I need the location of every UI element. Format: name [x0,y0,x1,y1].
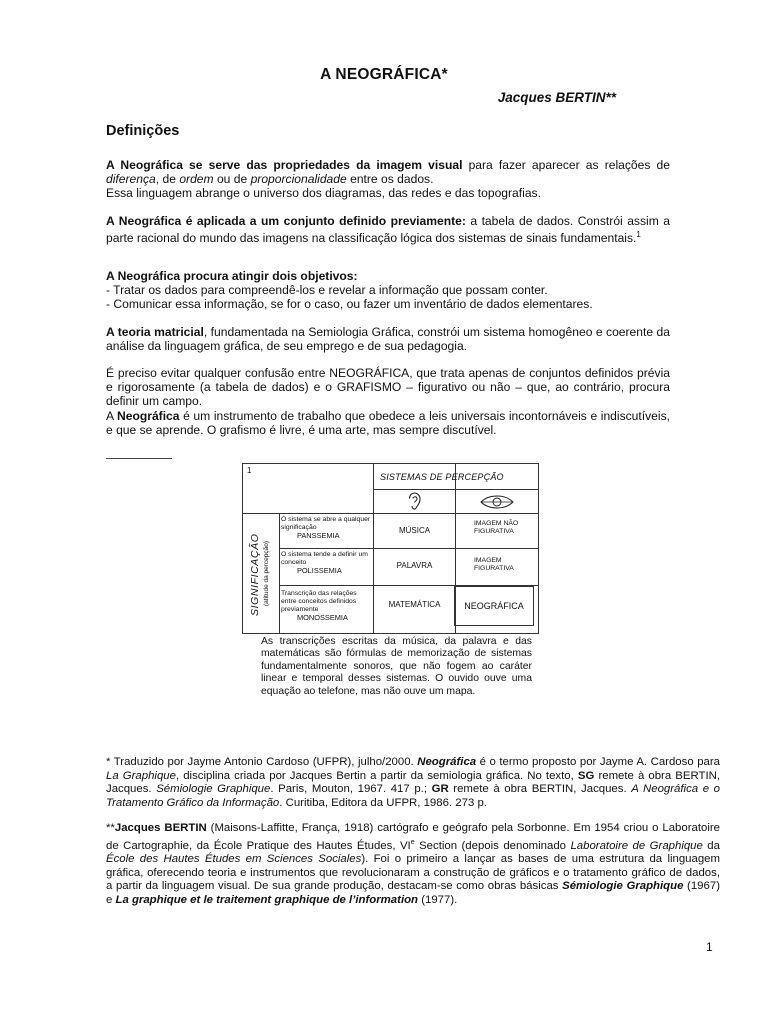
fn1-text-3: , disciplina criada por Jacques Bertin a partir da semiologia gráfica. No texto, [175,769,578,782]
row-3-term: MONOSSEMIA [297,613,348,622]
figure-caption: As transcrições escritas da música, da palavra e das matemáticas são fórmulas de memorização de sistemas fundamentalmente sonoros, que não fogem ao caráter linear e temporal desses sistemas. O ouvido ouve uma equação ao telefone, mas não ouve um mapa. [261,636,532,697]
p2-text: a tabela de dados. Constrói assim a parte racional do mundo das imagens na classificação lógica dos sistemas de sinais fundamentais. [106,214,670,246]
row-1-desc-text: O sistema se abre a qualquer significação [281,516,371,531]
paragraph-2 [106,214,670,245]
row-1-term: PANSSEMIA [297,531,340,540]
fn2-superscript: e [410,838,415,846]
row-2-description [281,551,373,575]
footnote-separator [106,458,172,459]
page-number: 1 [706,940,713,954]
row-2-col-1: PALAVRA [396,561,433,570]
p1-bold: A Neográfica se serve das propriedades da imagem visual [106,158,463,172]
section-heading: Definições [106,123,180,139]
p2-bold: A Neográfica é aplicada a um conjunto definido previamente: [106,214,466,228]
fn2-text-1: ** [106,822,115,834]
p1-line-2: Essa linguagem abrange o universo dos diagramas, das redes e das topografias. [106,186,541,201]
fn1-bold-2: GR [431,783,449,796]
p5-text-2a: A [106,408,117,423]
p1-italic-1: diferença [106,172,156,187]
table-line [279,513,280,633]
fn2-text-5: ). Foi o primeiro a lançar as bases de uma estrutura da linguagem gráfica, oferecendo teoria e instrumentos que revolucionaram a construção de gráficos e o tratamento gráfico de dados, a partir da linguagem visual. De sua grande produção, destacam-se como obras básicas [106,852,720,893]
p5-text-2b: é um instrumento de trabalho que obedece a leis universais incontornáveis e indiscutíveis, e que se aprende. O grafismo é livre, é uma arte, mas sempre discutível. [106,408,670,437]
table-line [243,513,538,514]
fn2-bold: Jacques BERTIN [114,822,207,834]
table-header: SISTEMAS DE PERCEPÇÃO [380,472,504,482]
row-1-col-2: IMAGEM NÃO FIGURATIVA [474,520,519,535]
footnote-2 [106,822,720,907]
fn1-text-1: * Traduzido por Jayme Antonio Cardoso (UFPR), julho/2000. [106,756,418,768]
fn2-text-3: Section (depois denominado [414,839,571,852]
row-2-col-2: IMAGEM FIGURATIVA [474,557,514,572]
p1-text-2: , de [155,172,180,187]
neografica-highlight-cell: NEOGRÁFICA [454,586,534,626]
paragraph-5 [106,366,670,437]
row-2-desc-text: O sistema tende a definir um conceito [281,551,368,566]
fn1-text-2: é o termo proposto por Jayme A. Cardoso para [476,756,720,768]
document-title: A NEOGRÁFICA* [320,66,448,83]
row-1-col-1: MÚSICA [398,526,431,535]
footnote-marker: 1 [636,230,641,240]
p3-list-item-2: - Comunicar essa informação, se for o caso, ou fazer um inventário de dados elementares. [106,297,593,312]
table-line [279,548,538,549]
paragraph-1 [106,158,670,201]
fn2-text-7: (1977). [418,893,458,906]
p3-list-item-1: - Tratar os dados para compreendê-los e revelar a informação que possam conter. [106,283,548,298]
fn1-italic-1: La Graphique [106,769,176,782]
ear-icon [405,491,427,513]
fn2-bold-italic-2: La graphique et le traitement graphique de l’information [115,893,419,906]
fn1-bold-italic: Neográfica [417,756,477,768]
fn1-bold-1: SG [577,769,595,782]
footnote-1 [106,756,720,810]
fn2-italic-1: Laboratoire de Graphique [570,839,703,852]
fn1-text-4: remete à obra BERTIN, Jacques. [106,769,720,796]
fn1-text-5: . Paris, Mouton, 1967. 417 p.; [270,783,432,796]
paragraph-3 [106,269,670,312]
figure-number: 1 [247,466,252,475]
p1-text-4: entre os dados. [346,172,434,187]
p4-text: , fundamentada na Semiologia Gráfica, constrói um sistema homogêneo e coerente da análise da linguagem gráfica, de seu emprego e de sua pedagogia. [106,325,670,354]
fn1-italic-2: Sémiologie Graphique [156,783,271,796]
p4-bold: A teoria matricial [106,325,204,339]
p1-italic-3: proporcionalidade [250,172,347,187]
row-2-term: POLISSEMIA [297,566,342,575]
p1-italic-2: ordem [179,172,214,187]
p5-bold: Neográfica [117,408,180,423]
fn2-text-6: (1967) e [106,880,720,906]
fn2-text-2: (Maisons-Laffitte, França, 1918) cartógrafo e geógrafo pela Sorbonne. Em 1954 criou o Laboratoire de Cartographie, da École Pratique des Hautes Études, VI [106,822,721,852]
row-1-description [281,516,371,540]
fn2-text-4: da [702,839,720,852]
fn1-text-6: remete à obra BERTIN, Jacques. [448,783,632,796]
p1-text-1: para fazer aparecer as relações de [462,158,670,172]
significance-sublabel: (atitude da percepção) [263,540,270,606]
fn2-bold-italic-1: Sémiologie Graphique [562,880,684,893]
paragraph-4 [106,325,670,353]
fn1-text-7: . Curitiba, Editora da UFPR, 1986. 273 p. [279,796,487,809]
fn2-italic-2: École des Hautes Études em Sciences Sociales [106,852,362,865]
fn1-italic-3: A Neográfica e o Tratamento Gráfico da Informação [106,783,720,809]
p1-text-3: ou de [213,172,251,187]
significance-label: SIGNIFICAÇÃO [249,533,261,616]
eye-icon [479,493,515,511]
row-3-description [281,590,373,622]
row-3-desc-text: Transcrição das relações entre conceitos definidos previamente [281,590,357,613]
p3-bold: A Neográfica procura atingir dois objetivos: [106,269,358,283]
p5-text-1: É preciso evitar qualquer confusão entre NEOGRÁFICA, que trata apenas de conjuntos definidos prévia e rigorosamente (a tabela de dados) e o GRAFISMO – figurativo ou não – que, ao contrário, procura definir um campo. [106,366,670,409]
row-3-col-1: MATEMÁTICA [388,600,441,609]
author-name: Jacques BERTIN** [497,90,616,105]
